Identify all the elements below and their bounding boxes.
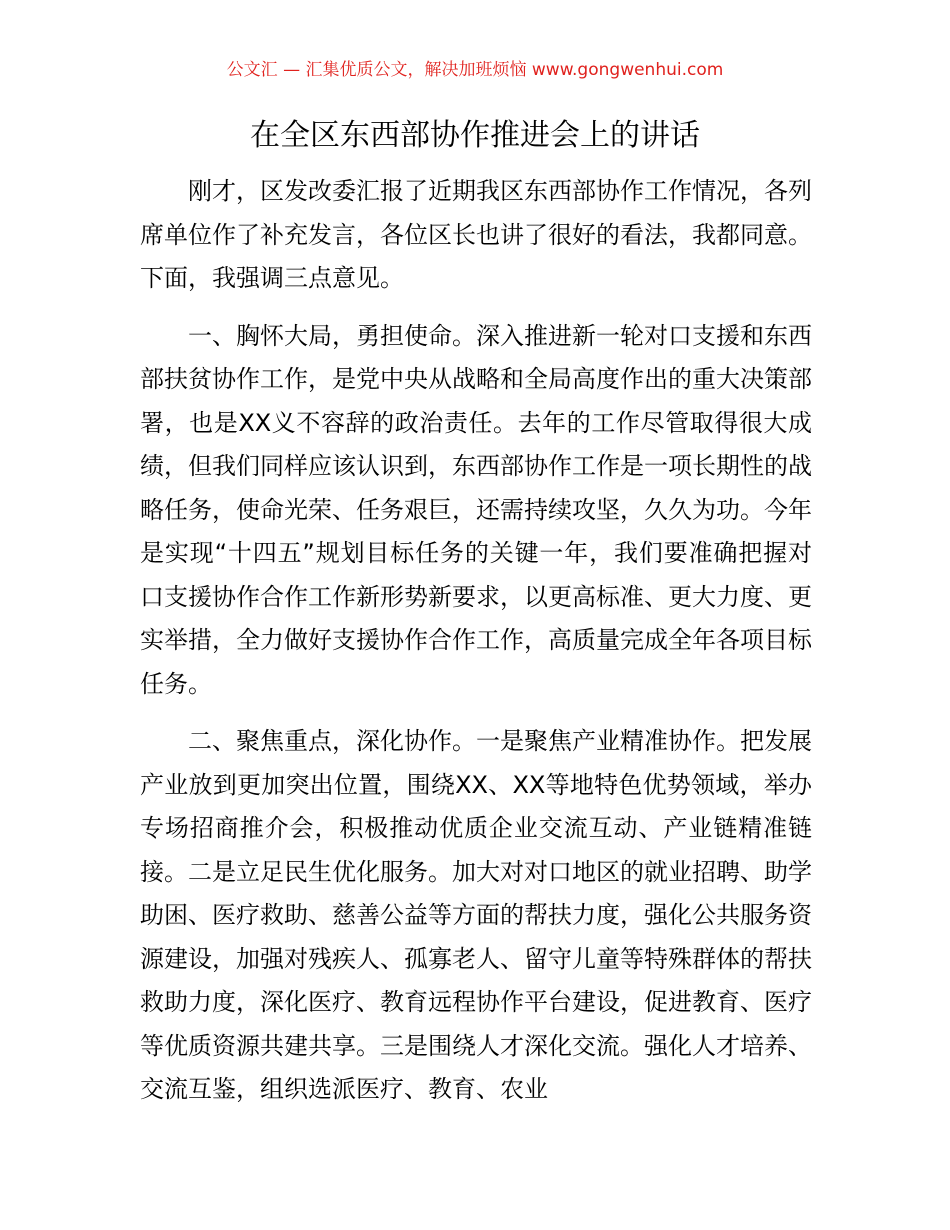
document-body: [140, 170, 812, 1126]
paragraph-section-one: 一、胸怀大局，勇担使命。深入推进新一轮对口支援和东西部扶贫协作工作，是党中央从战略和全局高度作出的重大决策部署，也是XX义不容辞的政治责任。去年的工作尽管取得很大成绩，但我们同样应该认识到，东西部协作工作是一项长期性的战略任务，使命光荣、任务艰巨，还需持续攻坚，久久为功。今年是实现“十四五”规划目标任务的关键一年，我们要准确把握对口支援协作合作工作新形势新要求，以更高标准、更大力度、更实举措，全力做好支援协作合作工作，高质量完成全年各项目标任务。: [140, 321, 812, 698]
document-title: 在全区东西部协作推进会上的讲话: [250, 118, 700, 153]
header-banner[interactable]: 公文汇 — 汇集优质公文，解决加班烦恼 www.gongwenhui.com: [226, 60, 724, 80]
paragraph-section-two: 二、聚焦重点，深化协作。一是聚焦产业精准协作。把发展产业放到更加突出位置，围绕XX、XX等地特色优势领域，举办专场招商推介会，积极推动优质企业交流互动、产业链精准链接。二是立足民生优化服务。加大对对口地区的就业招聘、助学助困、医疗救助、慈善公益等方面的帮扶力度，强化公共服务资源建设，加强对残疾人、孤寡老人、留守儿童等特殊群体的帮扶救助力度，深化医疗、教育远程协作平台建设，促进教育、医疗等优质资源共建共享。三是围绕人才深化交流。强化人才培养、交流互鉴，组织选派医疗、教育、农业: [140, 727, 812, 1103]
paragraph-intro: 刚才，区发改委汇报了近期我区东西部协作工作情况，各列席单位作了补充发言，各位区长也讲了很好的看法，我都同意。下面，我强调三点意见。: [140, 177, 812, 292]
